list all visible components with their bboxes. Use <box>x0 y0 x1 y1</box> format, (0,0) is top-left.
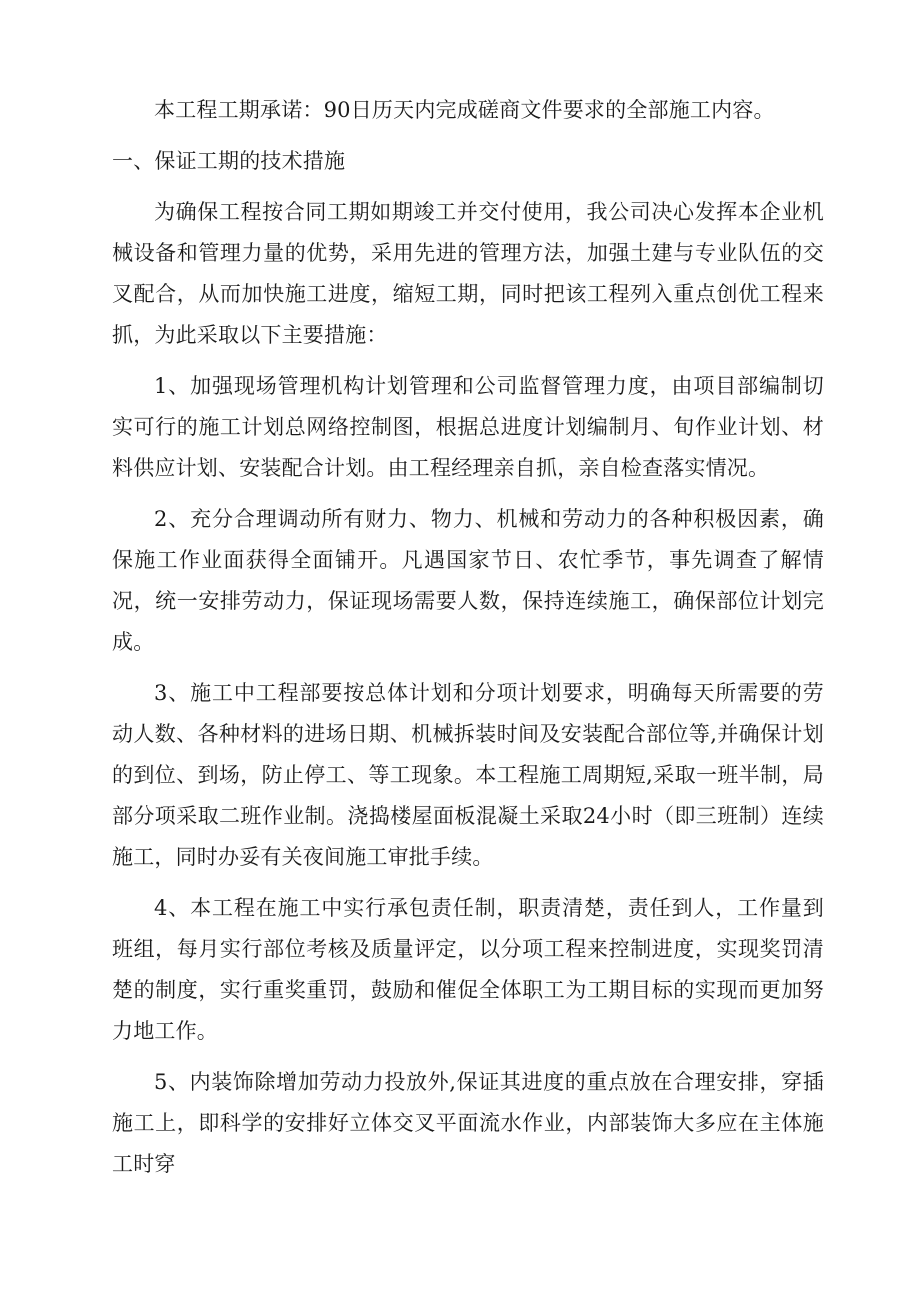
schedule-commitment-paragraph: 本工程工期承诺：90日历天内完成磋商文件要求的全部施工内容。 <box>154 98 775 122</box>
measure-5-paragraph: 5、内装饰除增加劳动力投放外,保证其进度的重点放在合理安排，穿插施工上，即科学的安排好立体交叉平面流水作业，内部装饰大多应在主体施工时穿 <box>112 1070 824 1176</box>
section-heading: 一、保证工期的技术措施 <box>112 149 346 173</box>
measure-4-paragraph: 4、本工程在施工中实行承包责任制，职责清楚，责任到人，工作量到班组，每月实行部位考核及质量评定，以分项工程来控制进度，实现奖罚清楚的制度，实行重奖重罚，鼓励和催促全体职工为工期目标的实现而更加努力地工作。 <box>112 896 824 1043</box>
document-body <box>112 90 824 1185</box>
measure-1-paragraph: 1、加强现场管理机构计划管理和公司监督管理力度，由项目部编制切实可行的施工计划总网络控制图，根据总进度计划编制月、旬作业计划、材料供应计划、安装配合计划。由工程经理亲自抓，亲自检查落实情况。 <box>112 374 824 480</box>
intro-paragraph: 为确保工程按合同工期如期竣工并交付使用，我公司决心发挥本企业机械设备和管理力量的优势，采用先进的管理方法，加强土建与专业队伍的交叉配合，从而加快施工进度，缩短工期，同时把该工程列入重点创优工程来抓，为此采取以下主要措施： <box>112 200 824 347</box>
measure-3-paragraph: 3、施工中工程部要按总体计划和分项计划要求，明确每天所需要的劳动人数、各种材料的进场日期、机械拆装时间及安装配合部位等,并确保计划的到位、到场，防止停工、等工现象。本工程施工周期短,采取一班半制，局部分项采取二班作业制。浇捣楼屋面板混凝土采取24小时（即三班制）连续施工，同时办妥有关夜间施工审批手续。 <box>112 681 824 869</box>
measure-2-paragraph: 2、充分合理调动所有财力、物力、机械和劳动力的各种积极因素，确保施工作业面获得全面铺开。凡遇国家节日、农忙季节，事先调查了解情况，统一安排劳动力，保证现场需要人数，保持连续施工，确保部位计划完成。 <box>112 507 824 654</box>
